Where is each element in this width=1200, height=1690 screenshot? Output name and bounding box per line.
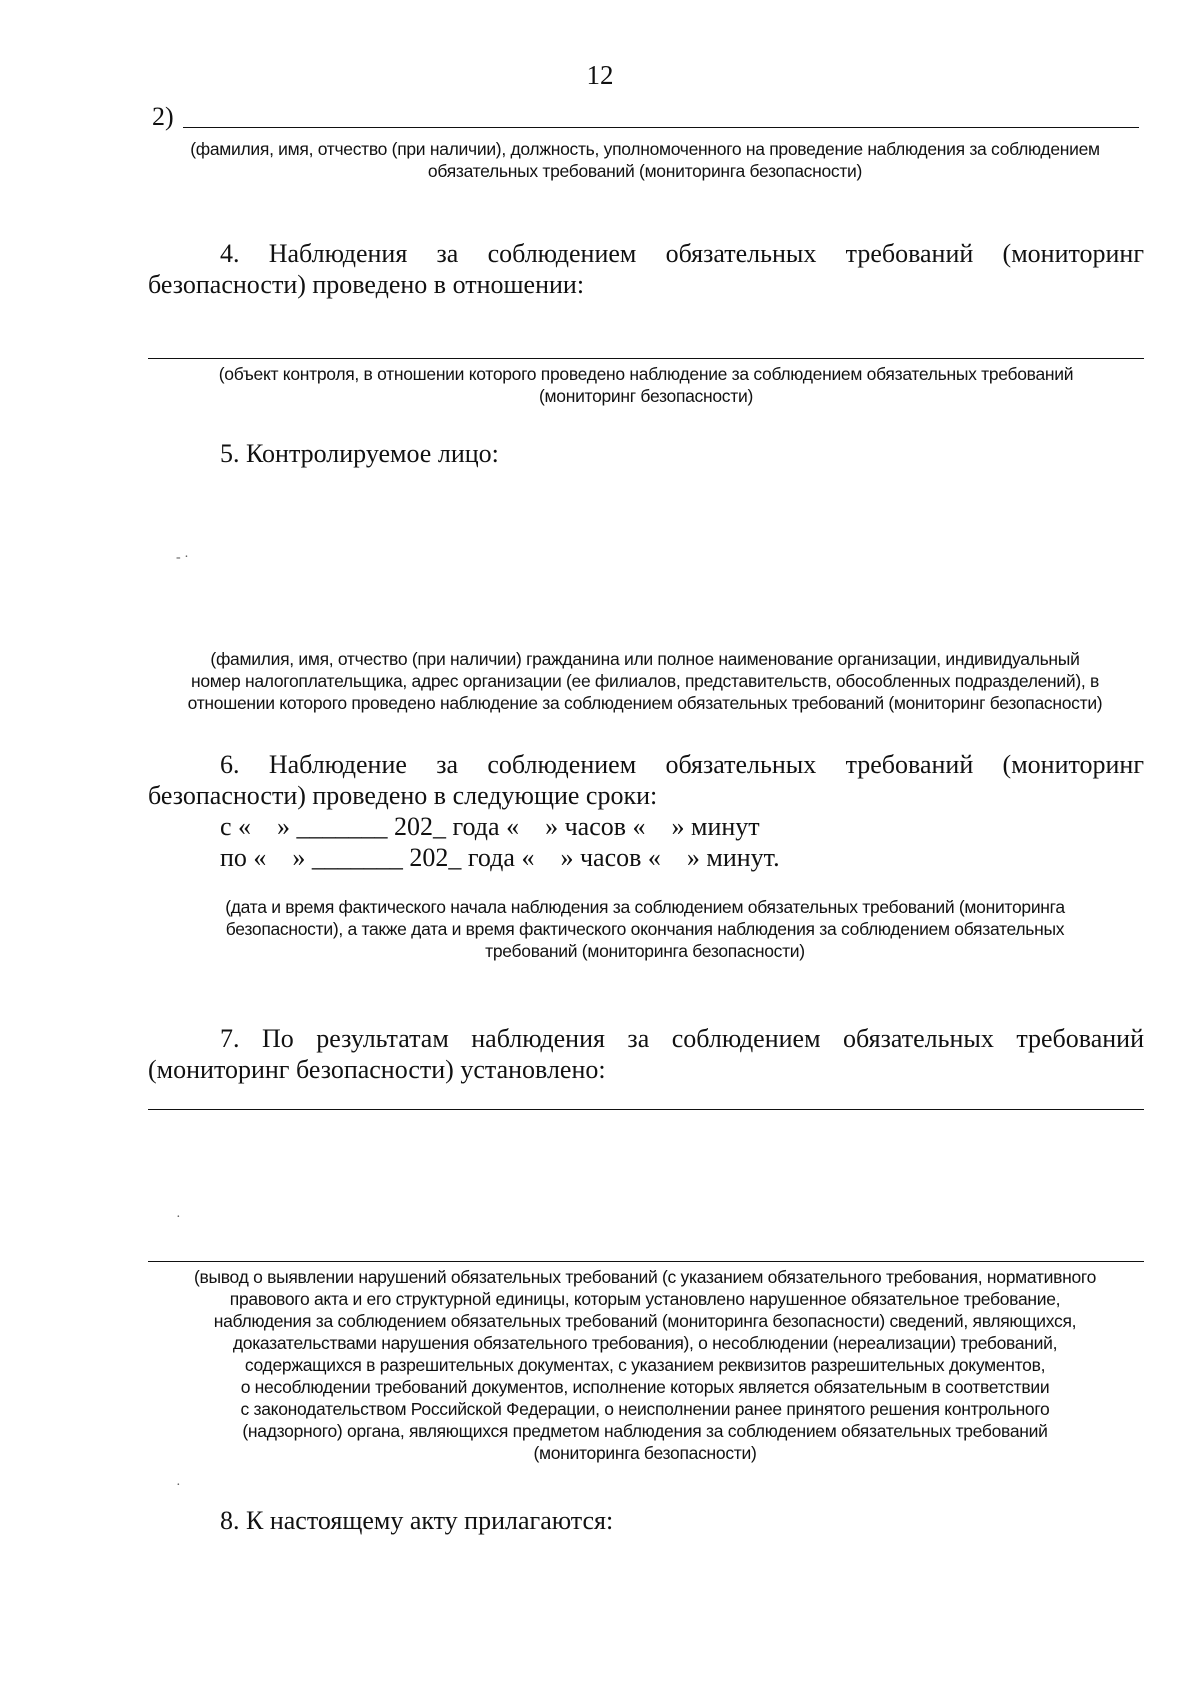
section7-caption-line: содержащихся в разрешительных документах, с указанием реквизитов разрешительных документов, — [244, 1355, 1046, 1375]
section4-line1: 4. Наблюдения за соблюдением обязательных требований (мониторинг — [220, 239, 1144, 268]
section5-caption-line1: (фамилия, имя, отчество (при наличии) гражданина или полное наименование организации, индивидуальный — [210, 649, 1080, 669]
section4-line2: безопасности) проведено в отношении: — [148, 270, 585, 299]
item2-label: 2) — [152, 102, 174, 131]
section4-caption-line2: (мониторинг безопасности) — [539, 386, 753, 406]
section7-caption-line: с законодательством Российской Федерации, о неисполнении ранее принятого решения контрольного — [240, 1399, 1050, 1419]
section4-caption-line1: (объект контроля, в отношении которого проведено наблюдение за соблюдением обязательных требований — [218, 364, 1074, 384]
section6-to-row: по « » _______ 202_ года « » часов « » минут. — [220, 843, 780, 872]
section7-mark: · — [176, 1210, 181, 1225]
section4-fill-line — [148, 358, 1144, 359]
section7-fill-line-1 — [148, 1109, 1144, 1110]
section4-caption — [148, 363, 1144, 407]
section6-paragraph — [148, 749, 1144, 811]
item2-caption-line1: (фамилия, имя, отчество (при наличии), должность, уполномоченного на проведение наблюдения за соблюдением — [190, 139, 1100, 159]
section7-caption-line: (надзорного) органа, являющихся предметом наблюдения за соблюдением обязательных требований — [242, 1421, 1048, 1441]
section7-paragraph — [148, 1023, 1144, 1085]
section5-caption-line2: номер налогоплательщика, адрес организации (ее филиалов, представительств, обособленных подразделений), в — [191, 671, 1099, 691]
section6-from-row: с « » _______ 202_ года « » часов « » минут — [220, 812, 760, 841]
item2-caption-line2: обязательных требований (мониторинга безопасности) — [427, 161, 863, 181]
section6-caption-line2: безопасности), а также дата и время фактического окончания наблюдения за соблюдением обязательных — [225, 919, 1065, 939]
section7-fill-line-2 — [148, 1261, 1144, 1262]
item2-caption — [140, 138, 1150, 182]
section7-caption-line: о несоблюдении требований документов, исполнение которых является обязательным в соответствии — [240, 1377, 1050, 1397]
section6-caption — [140, 896, 1150, 962]
section7-caption-line: (вывод о выявлении нарушений обязательных требований (с указанием обязательного требования, нормативного — [193, 1267, 1097, 1287]
section7-caption-line: (мониторинга безопасности) — [533, 1443, 757, 1463]
page-number: 12 — [586, 60, 614, 90]
item2-fill-line — [183, 127, 1139, 128]
section7-caption-line: правового акта и его структурной единицы, которым установлено нарушенное обязательное требование, — [229, 1289, 1061, 1309]
section7-caption-line: наблюдения за соблюдением обязательных требований (мониторинга безопасности) сведений, являющихся, — [213, 1311, 1077, 1331]
section7-caption — [140, 1266, 1150, 1464]
section7-line2: (мониторинг безопасности) установлено: — [148, 1055, 606, 1084]
section4-paragraph — [148, 238, 1144, 300]
section6-line1: 6. Наблюдение за соблюдением обязательных требований (мониторинг — [220, 750, 1144, 779]
section7-bottom-mark: · — [176, 1478, 181, 1493]
section6-caption-line3: требований (мониторинга безопасности) — [485, 941, 805, 961]
section5-title: 5. Контролируемое лицо: — [220, 439, 499, 468]
section5-caption-line3: отношении которого проведено наблюдение за соблюдением обязательных требований (мониторинг безопасности) — [187, 693, 1103, 713]
section8-title: 8. К настоящему акту прилагаются: — [220, 1506, 614, 1535]
section6-line2: безопасности) проведено в следующие сроки: — [148, 781, 658, 810]
section7-caption-line: доказательствами нарушения обязательного требования), о несоблюдении (нереализации) требований, — [232, 1333, 1058, 1353]
section5-mark: - · — [176, 550, 189, 565]
section7-line1: 7. По результатам наблюдения за соблюдением обязательных требований — [220, 1024, 1144, 1053]
section5-caption — [140, 648, 1150, 714]
section6-caption-line1: (дата и время фактического начала наблюдения за соблюдением обязательных требований (мониторинга — [225, 897, 1065, 917]
